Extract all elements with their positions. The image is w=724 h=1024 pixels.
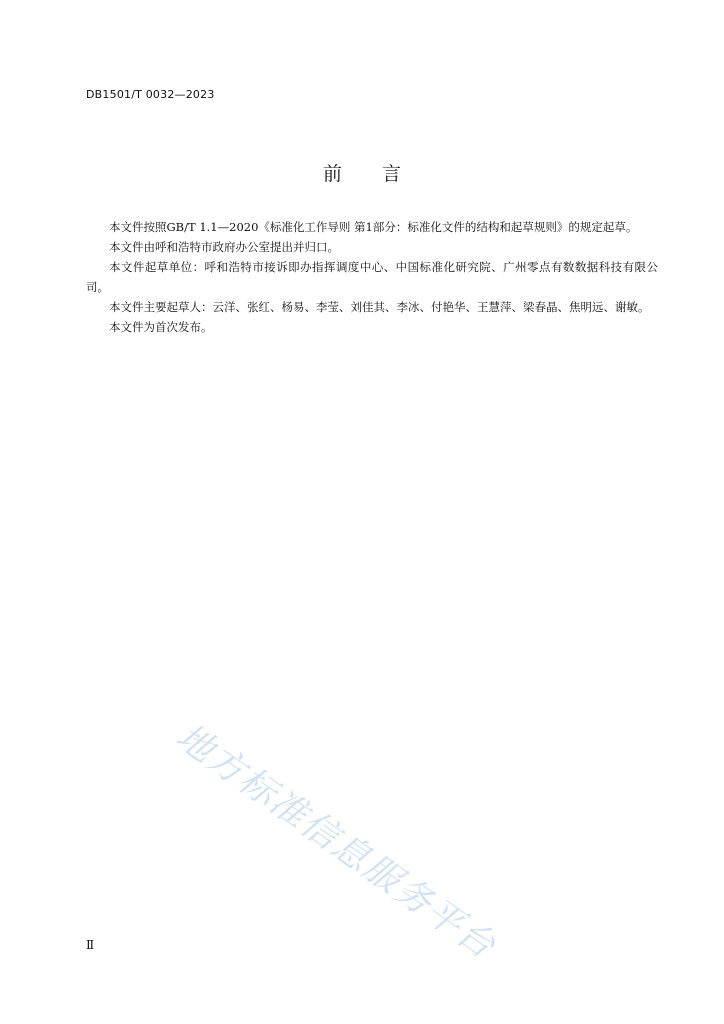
paragraph-first-release: 本文件为首次发布。	[109, 320, 213, 334]
watermark: 地方标准信息服务平台	[168, 716, 504, 968]
paragraph-drafters: 本文件主要起草人：云洋、张红、杨易、李莹、刘佳其、李冰、付艳华、王慧萍、梁春晶、焦明远、谢敏。	[109, 300, 650, 314]
page-number: Ⅱ	[86, 938, 95, 952]
paragraph-drafting-rules: 本文件按照GB/T 1.1—2020《标准化工作导则 第1部分：标准化文件的结构和起草规则》的规定起草。	[109, 220, 638, 234]
document-code: DB1501/T 0032—2023	[86, 88, 215, 101]
section-title: 前言	[322, 163, 441, 185]
paragraph-drafting-units: 本文件起草单位：呼和浩特市接诉即办指挥调度中心、中国标准化研究院、广州零点有数数据科技有限公司。	[86, 260, 658, 294]
paragraph-proposer: 本文件由呼和浩特市政府办公室提出并归口。	[109, 240, 339, 254]
foreword-body	[86, 217, 658, 337]
